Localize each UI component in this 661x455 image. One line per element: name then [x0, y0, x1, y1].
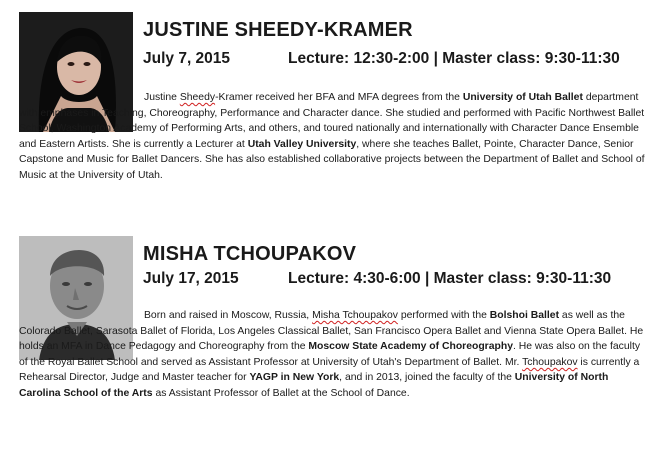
bio-text-run: Born and raised in Moscow, Russia, — [144, 310, 313, 321]
bio-emphasis: Utah Valley University — [247, 138, 357, 150]
event-date: July 7, 2015 — [143, 50, 231, 67]
bio-text-run: department with emphases in Teaching, Choreography, Performance and Character dance. She studied and performed with Pacific Northwest Ballet School, Washington Academy of Performing Arts, and others, and toured nationally and internationally with Character Dance Ensemble and Eastern Artists. She is currently a Lecturer at — [19, 92, 645, 150]
bio-emphasis: University of Utah Ballet — [462, 92, 583, 103]
speaker-name: JUSTINE SHEEDY-KRAMER — [143, 19, 413, 41]
bio-text-run: Justine — [144, 92, 180, 103]
bio-text-run: , and in 2013, joined the faculty of the — [339, 372, 515, 384]
bio-text-run: . He was also on the faculty of the Royal Ballet School and served as Assistant Professor at University of Utah's Department of Ballet. Mr. — [19, 341, 641, 368]
bio-text-run: as Assistant Professor of Ballet at the School of Dance. — [152, 387, 410, 399]
bio-text-run: , where she teaches Ballet, Pointe, Character Dance, Senior Capstone and Music for Ballet Dancers. She has also established collaborative projects between the Department of Ballet and School of Music at the University of Utah. — [19, 138, 645, 181]
bio-emphasis: YAGP in New York — [249, 372, 340, 384]
bio-text-run: -Kramer received her BFA and MFA degrees from the — [215, 92, 463, 103]
bio-text-run: Misha Tchoupakov — [312, 310, 398, 321]
bio-text-run: Tchoupakov — [522, 356, 578, 368]
bio-emphasis: University of North Carolina School of the Arts — [19, 372, 609, 399]
bio-emphasis: Bolshoi Ballet — [489, 310, 560, 321]
bio-text-run: Sheedy — [179, 92, 216, 103]
event-schedule: Lecture: 12:30-2:00 | Master class: 9:30-11:30 — [288, 50, 620, 67]
speaker-bio — [19, 308, 645, 402]
event-schedule: Lecture: 4:30-6:00 | Master class: 9:30-11:30 — [288, 270, 612, 287]
bio-text-run: as well as the Colorado Ballet, Sarasota Ballet of Florida, Los Angeles Classical Ballet, San Francisco Opera Ballet and Vienna State Opera Ballet. He holds an MFA in Dance Pedagogy and Choreography from the — [19, 310, 644, 353]
bio-misha-tchoupakov — [0, 230, 661, 455]
event-date: July 17, 2015 — [143, 270, 239, 287]
bio-emphasis: Moscow State Academy of Choreography — [308, 341, 513, 353]
speaker-name: MISHA TCHOUPAKOV — [143, 243, 357, 265]
bio-text-run: is currently a Rehearsal Director, Judge and Master teacher for — [19, 356, 640, 384]
bio-text-run: performed with the — [397, 310, 490, 321]
speaker-bio — [19, 90, 645, 184]
